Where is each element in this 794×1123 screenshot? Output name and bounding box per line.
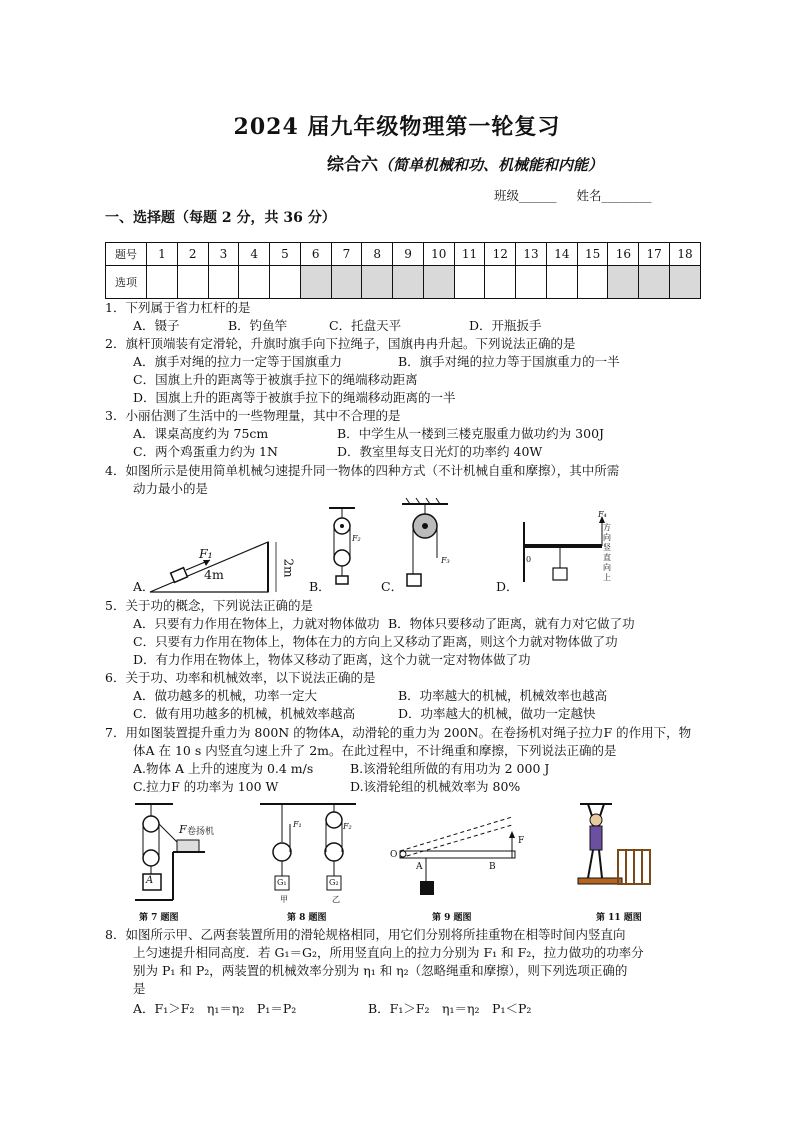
question-number: 8 [362,243,393,266]
q3-option-d: D．教室里每支日光灯的功率约 40W [337,444,543,459]
q9-label-b: B [489,862,496,872]
q7-caption: 第 7 题图 [139,913,179,923]
page-title: 2024 届九年级物理第一轮复习 [233,114,561,140]
q2-option-d: D．国旗上升的距离等于被旗手拉下的绳端移动距离的一半 [133,390,456,405]
q8-option-a: A．F₁＞F₂ η₁＝η₂ P₁＝P₂ [133,1001,297,1016]
q5-option-a: A．只要有力作用在物体上，力就对物体做功 [133,616,380,631]
q1-option-d: D．开瓶扳手 [469,318,542,333]
section-title: 一、选择题（每题 2 分，共 36 分） [105,210,336,226]
q4-fixed-pulley-figure [400,498,450,590]
q4-option-a: A． [133,579,155,594]
q1-option-b: B．钓鱼竿 [228,318,288,333]
q4-label-f1: F₁ [199,546,213,561]
question-number: 16 [608,243,639,266]
question-number: 1 [147,243,178,266]
q5-option-c: C．只要有力作用在物体上，物体在力的方向上又移动了距离，则这个力就对物体做了功 [133,634,618,649]
q7-label-f: F [179,823,187,836]
question-7-stem-cont: 体A 在 10 s 内竖直匀速上升了 2m。在此过程中，不计绳重和摩擦，下列说法正确的是 [133,743,617,758]
q3-option-b: B．中学生从一楼到三楼克服重力做功约为 300J [337,426,605,441]
q11-weightlifter-figure [568,798,658,908]
question-7-stem: 7．用如图装置提升重力为 800N 的物体A，动滑轮的重力为 200N。在卷扬机对绳子拉力F 的作用下，物 [105,725,692,740]
q8-pulley-pair-figure [258,802,358,908]
answer-cell[interactable] [546,266,577,299]
q7-option-b: B.该滑轮组所做的有用功为 2 000 J [350,761,550,776]
question-number: 12 [485,243,516,266]
question-4-stem: 4．如图所示是使用简单机械匀速提升同一物体的四种方式（不计机械自重和摩擦），其中所需 [105,463,620,478]
question-number: 10 [423,243,454,266]
answer-cell[interactable] [362,266,393,299]
class-field[interactable]: 班级______ [494,188,557,203]
q4-lever-figure [520,510,610,586]
answer-cell[interactable] [270,266,301,299]
q8-label-f2: F₂ [343,822,352,831]
q2-option-c: C．国旗上升的距离等于被旗手拉下的绳端移动距离 [133,372,418,387]
table-row-label: 选项 [106,266,147,299]
q8-label-jia: 甲 [280,895,288,904]
q7-label-a: A [146,875,154,886]
q8-option-b: B．F₁＞F₂ η₁＝η₂ P₁＜P₂ [368,1001,532,1016]
question-number: 7 [331,243,362,266]
q4-label-f2: F₂ [352,534,361,543]
q9-caption: 第 9 题图 [432,913,472,923]
question-8-stem-cont: 上匀速提升相同高度．若 G₁＝G₂，所用竖直向上的拉力分别为 F₁ 和 F₂，拉力做功的功率分 [133,945,644,960]
answer-cell[interactable] [331,266,362,299]
answer-cell[interactable] [454,266,485,299]
question-number: 14 [546,243,577,266]
q4-label-f4: F₄ [598,510,607,519]
page-subtitle [327,150,603,175]
q9-lever-figure [390,815,530,900]
answer-cell[interactable] [208,266,239,299]
q7-option-d: D.该滑轮组的机械效率为 80% [350,779,521,794]
answer-table-answer-row [106,266,701,299]
answer-cell[interactable] [516,266,547,299]
q7-option-c: C.拉力F 的功率为 100 W [133,779,279,794]
question-number: 11 [454,243,485,266]
q9-label-f: F [518,836,525,846]
q8-label-yi: 乙 [332,895,340,904]
q8-label-g2: G₂ [329,878,339,887]
q2-option-a: A．旗手对绳的拉力一定等于国旗重力 [133,354,343,369]
answer-cell[interactable] [423,266,454,299]
q3-option-a: A．课桌高度约为 75cm [133,426,269,441]
answer-cell[interactable] [577,266,608,299]
question-6-stem: 6．关于功、功率和机械效率，以下说法正确的是 [105,670,376,685]
question-1-stem: 1．下列属于省力杠杆的是 [105,300,251,315]
question-number: 18 [670,243,701,266]
q4-label-zero: 0 [526,555,532,564]
question-number: 4 [239,243,270,266]
answer-cell[interactable] [239,266,270,299]
question-number: 15 [577,243,608,266]
q6-option-d: D．功率越大的机械，做功一定越快 [398,706,596,721]
name-field[interactable]: 姓名________ [576,188,652,203]
answer-cell[interactable] [147,266,178,299]
question-number: 2 [177,243,208,266]
q9-label-a: A [416,862,423,872]
answer-table [105,242,701,299]
question-number: 9 [393,243,424,266]
q7-pulley-system-figure [133,800,223,905]
question-4-stem-cont: 动力最小的是 [133,481,209,496]
q6-option-c: C．做有用功越多的机械，机械效率越高 [133,706,356,721]
q1-option-c: C．托盘天平 [329,318,402,333]
question-number: 13 [516,243,547,266]
question-5-stem: 5．关于功的概念，下列说法正确的是 [105,598,313,613]
subtitle-scope: （简单机械和功、机械能和内能） [378,156,604,174]
q6-option-b: B．功率越大的机械，机械效率也越高 [398,688,608,703]
answer-cell[interactable] [485,266,516,299]
q7-option-a: A.物体 A 上升的速度为 0.4 m/s [133,761,314,776]
question-8-stem: 8．如图所示甲、乙两套装置所用的滑轮规格相同，用它们分别将所挂重物在相等时间内竖直向 [105,927,626,942]
q4-option-c: C． [381,579,404,594]
answer-cell[interactable] [393,266,424,299]
q4-option-b: B． [309,579,331,594]
student-info [494,186,652,204]
q6-option-a: A．做功越多的机械，功率一定大 [133,688,318,703]
q8-label-g1: G₁ [277,878,287,887]
question-2-stem: 2．旗杆顶端装有定滑轮，升旗时旗手向下拉绳子，国旗冉冉升起。下列说法正确的是 [105,336,576,351]
answer-cell[interactable] [608,266,639,299]
question-number: 17 [639,243,670,266]
q7-label-winch: 卷扬机 [187,827,215,837]
answer-cell[interactable] [639,266,670,299]
answer-cell[interactable] [300,266,331,299]
question-number: 5 [270,243,301,266]
table-row-label: 题号 [106,243,147,266]
q1-option-a: A．镊子 [133,318,180,333]
question-8-stem-cont2: 别为 P₁ 和 P₂，两装置的机械效率分别为 η₁ 和 η₂（忽略绳重和摩擦），则下列选项正确的 [133,963,628,978]
q9-label-o: O [390,850,398,860]
q4-label-height: 2m [281,558,296,578]
q2-option-b: B．旗手对绳的拉力等于国旗重力的一半 [398,354,620,369]
q5-option-d: D．有力作用在物体上，物体又移动了距离，这个力就一定对物体做了功 [133,652,531,667]
answer-cell[interactable] [177,266,208,299]
q8-caption: 第 8 题图 [287,913,327,923]
answer-table-header-row [106,243,701,266]
q5-option-b: B．物体只要移动了距离，就有力对它做了功 [388,616,635,631]
q4-label-direction: 方向竖直向上 [603,523,611,582]
question-number: 6 [300,243,331,266]
q4-option-d: D． [496,579,519,594]
subtitle-main: 综合六 [327,155,378,175]
q4-label-slope: 4m [204,567,224,582]
q4-label-f3: F₃ [441,556,450,565]
q3-option-c: C．两个鸡蛋重力约为 1N [133,444,278,459]
question-8-stem-cont3: 是 [133,981,146,996]
question-number: 3 [208,243,239,266]
answer-cell[interactable] [670,266,701,299]
q8-label-f1: F₁ [293,820,302,829]
q11-caption: 第 11 题图 [596,913,642,923]
q4-movable-pulley-figure [325,506,365,588]
question-3-stem: 3．小丽估测了生活中的一些物理量，其中不合理的是 [105,408,401,423]
